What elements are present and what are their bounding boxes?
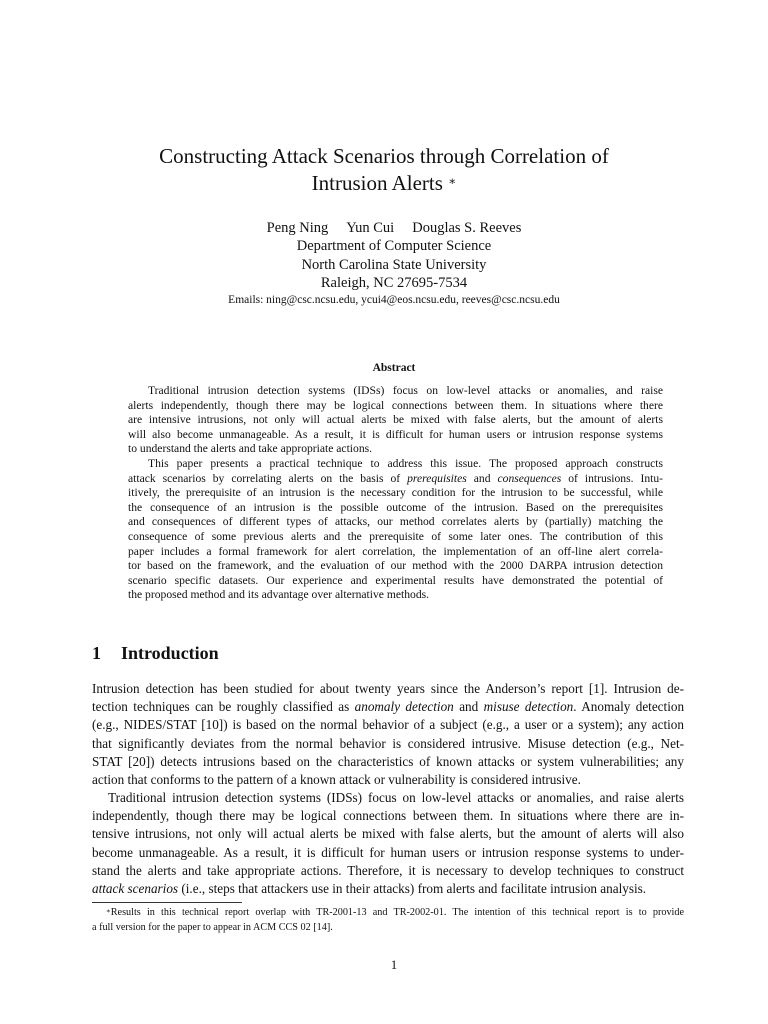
abstract-line: attack scenarios by correlating alerts on the basis of prerequisites and consequences of intrusions. Intu- <box>128 471 664 485</box>
term-anomaly-detection: anomaly detection <box>354 699 454 715</box>
body-line: Traditional intrusion detection systems (IDSs) focus on low-level attacks or anomalies, and raise alerts <box>108 790 684 805</box>
author-name: Douglas S. Reeves <box>412 220 522 236</box>
term-misuse-detection: misuse detection <box>483 699 574 715</box>
affiliation-department: Department of Computer Science <box>296 238 492 254</box>
abstract-line: the proposed method and its advantage over alternative methods. <box>128 588 430 602</box>
footnote-line: a full version for the paper to appear in ACM CCS 02 [14]. <box>92 922 333 933</box>
affiliation-university: North Carolina State University <box>301 257 487 273</box>
body-line: that significantly deviates from the normal behavior is considered intrusive. Misuse detection (e.g., Net- <box>92 735 684 751</box>
abstract-line: tor based on the framework, and the evaluation of our method with the 2000 DARPA intrusion detection <box>128 559 663 573</box>
abstract-line: scenario specific datasets. Our experience and experimental results have demonstrated the potential of <box>128 573 663 587</box>
body-line: action that conforms to the pattern of a known attack or vulnerability is considered intrusive. <box>92 772 581 788</box>
author-name: Yun Cui <box>346 220 395 236</box>
abstract-line: and consequences of different types of attacks, our method correlates alerts by (partially) matching the <box>128 515 663 529</box>
author-name: Peng Ning <box>266 220 329 236</box>
section-heading-introduction <box>92 643 219 664</box>
title-line-1: Constructing Attack Scenarios through Correlation of <box>159 144 609 168</box>
body-line: become unmanageable. As a result, it is difficult for human users or intrusion response systems to under- <box>92 844 684 860</box>
footnote-mark: ∗ <box>106 907 111 915</box>
author-list <box>0 219 768 237</box>
abstract-line: This paper presents a practical technique to address this issue. The proposed approach constructs <box>148 456 663 470</box>
abstract-term-prerequisites: prerequisites <box>407 471 467 485</box>
abstract-line: paper includes a formal framework for alert correlation, the implementation of an off-line alert correla- <box>128 544 663 558</box>
abstract-line: Traditional intrusion detection systems (IDSs) focus on low-level attacks or anomalies, and raise <box>148 384 663 397</box>
section-title: Introduction <box>121 643 219 663</box>
body-line: (e.g., NIDES/STAT [10]) is based on the normal behavior of a subject (e.g., a user or a system); any action <box>92 717 684 733</box>
body-line: stand the alerts and take appropriate actions. Therefore, it is necessary to develop techniques to construct <box>92 862 684 878</box>
body-line: attack scenarios (i.e., steps that attackers use in their attacks) from alerts and facilitate intrusion analysis. <box>92 881 647 897</box>
affiliation-address: Raleigh, NC 27695-7534 <box>320 275 468 291</box>
footnote-line: ∗Results in this technical report overlap with TR-2001-13 and TR-2002-01. The intention of this technical report is to provide <box>106 907 684 918</box>
footnote-rule <box>92 902 242 903</box>
page-number: 1 <box>390 957 398 972</box>
body-line: tection techniques can be roughly classified as anomaly detection and misuse detection. Anomaly detection <box>92 699 685 715</box>
abstract-term-consequences: consequences <box>497 471 562 485</box>
title-line-2: Intrusion Alerts ∗ <box>311 171 457 195</box>
paper-title <box>60 143 708 197</box>
abstract-line: to understand the alerts and take appropriate actions. <box>128 442 373 456</box>
abstract-line: are intensive intrusions, not only will actual alerts be mixed with false alerts, but the amount of alerts <box>128 413 663 427</box>
abstract-line: the consequence of an intrusion is the possible outcome of the intrusion. Based on the prerequisites <box>128 500 663 514</box>
body-line: independently, though there may be logical connections between them. In situations where there are in- <box>92 808 684 824</box>
body-line: tensive intrusions, not only will actual alerts be mixed with false alerts, but the amount of alerts will also <box>92 826 684 842</box>
abstract-line: consequence of some previous alerts and the prerequisite of some later ones. The contribution of this <box>128 529 663 543</box>
abstract-heading: Abstract <box>372 362 416 374</box>
footnote <box>92 905 684 935</box>
body-line: Intrusion detection has been studied for about twenty years since the Anderson’s report [1]. Intrusion de- <box>92 681 684 696</box>
term-attack-scenarios: attack scenarios <box>92 881 179 897</box>
intro-paragraph-2 <box>92 789 684 898</box>
abstract-body <box>128 384 663 603</box>
intro-paragraph-1 <box>92 680 684 789</box>
body-line: STAT [20]) detects intrusions based on the characteristics of known attacks or system vulnerabilities; any <box>92 753 684 769</box>
abstract-line: alerts independently, though there may be logical connections between them. In situations where there <box>128 398 663 412</box>
abstract-line: will also become unmanageable. As a result, it is difficult for human users or intrusion response systems <box>128 427 663 441</box>
title-footnote-mark: ∗ <box>448 174 457 188</box>
section-number: 1 <box>92 643 101 663</box>
author-emails: Emails: ning@csc.ncsu.edu, ycui4@eos.ncsu.edu, reeves@csc.ncsu.edu <box>228 294 560 306</box>
abstract-line: itively, the prerequisite of an intrusion is the necessary condition for the intrusion to be successful, while <box>128 486 663 500</box>
